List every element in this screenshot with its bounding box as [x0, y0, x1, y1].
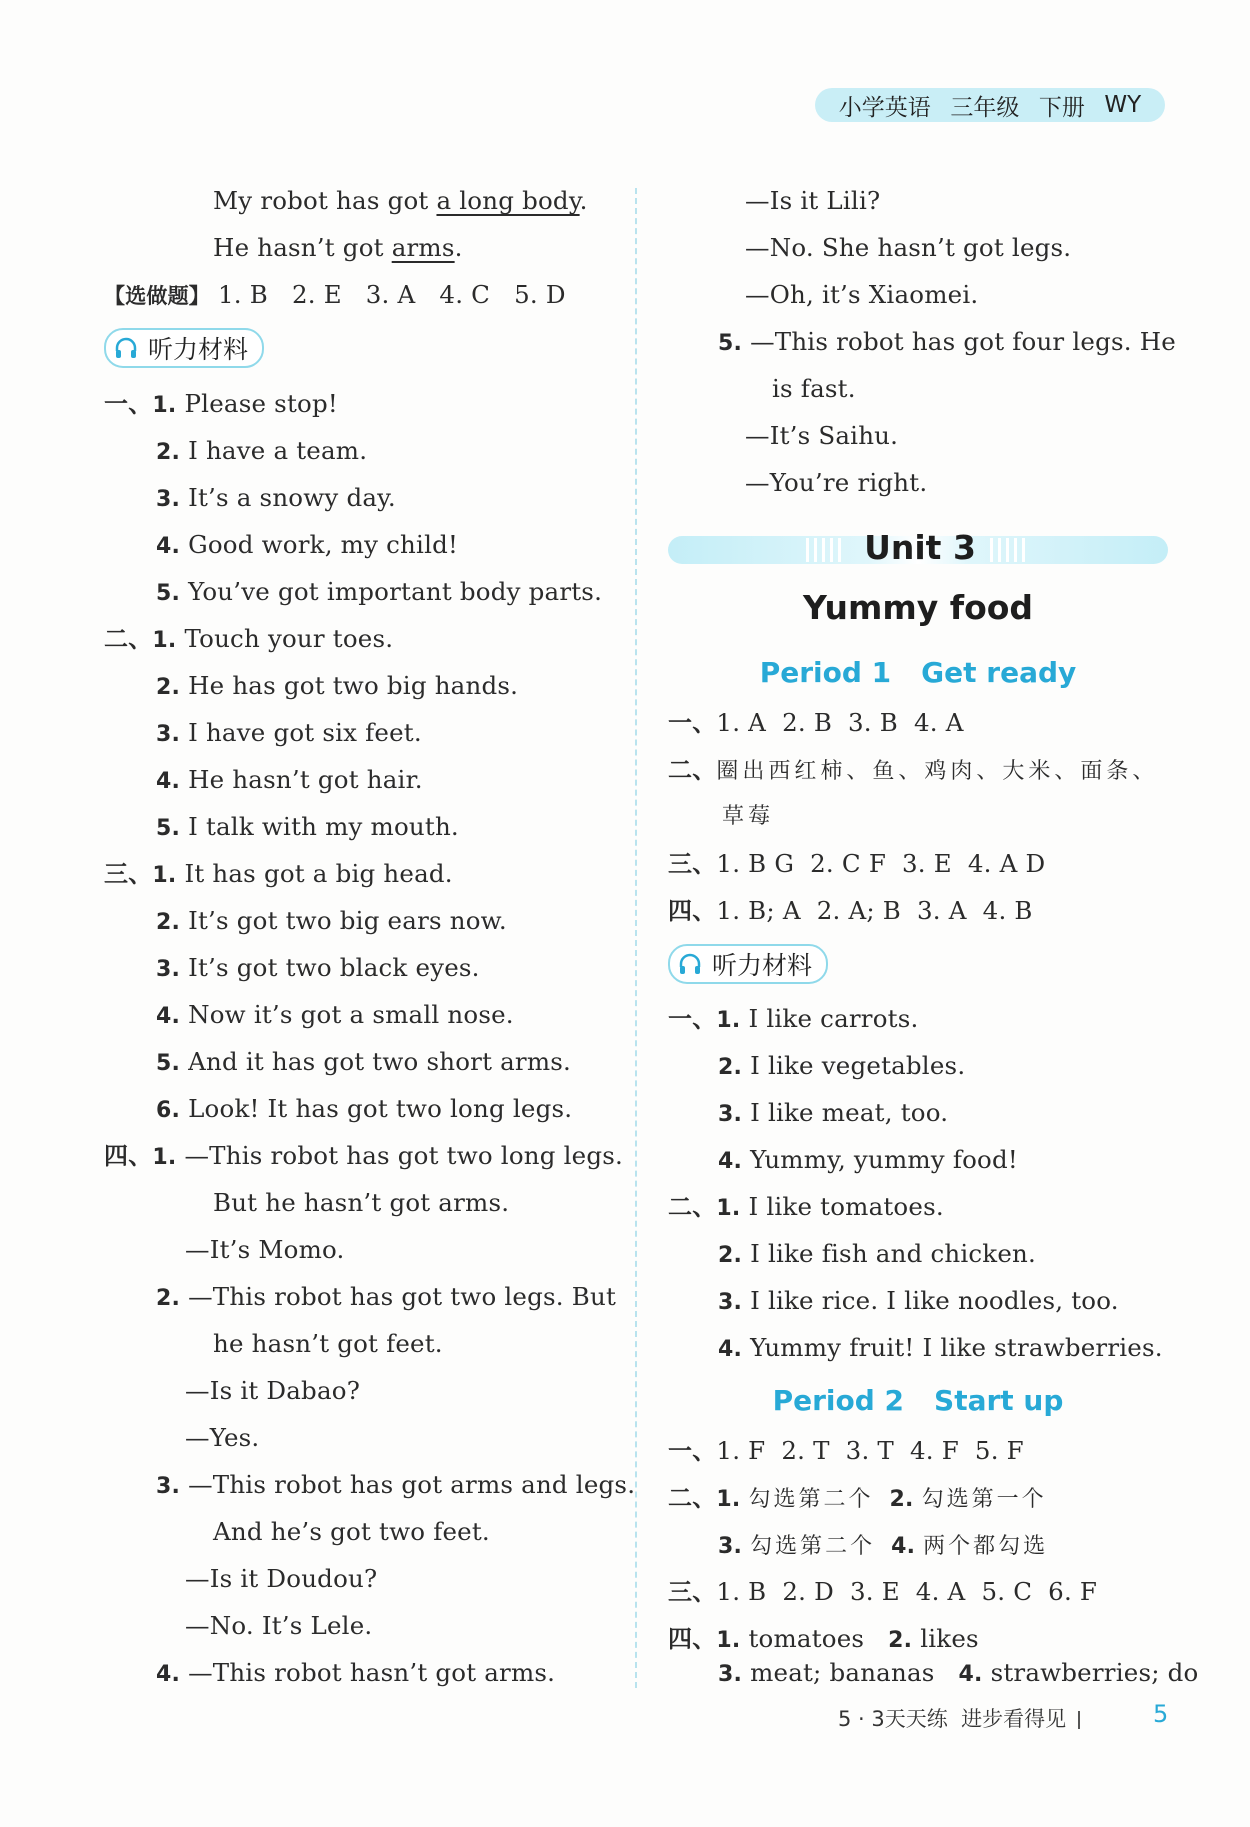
section-two-item: 5. I talk with my mouth.: [156, 812, 459, 841]
listening-material-heading: 听力材料: [668, 944, 828, 984]
section-four-line: —Is it Dabao?: [185, 1376, 361, 1405]
section-one-item: 4. Good work, my child!: [156, 530, 459, 559]
footer-brand: 5 · 3天天练: [838, 1707, 948, 1731]
section-three-item: 6. Look! It has got two long legs.: [156, 1094, 573, 1123]
section-four-line: And he’s got two feet.: [213, 1517, 490, 1546]
section-four-item: 2. —This robot has got two legs. But: [156, 1282, 616, 1311]
listening-item: 一、1. I like carrots.: [668, 1004, 919, 1033]
section-three-item: 4. Now it’s got a small nose.: [156, 1000, 514, 1029]
listening-material-heading: 听力材料: [104, 328, 264, 368]
answer-line: He hasn’t got arms.: [213, 233, 463, 262]
optional-answers: 【选做题】 1. B 2. E 3. A 4. C 5. D: [104, 280, 566, 309]
p1-section-one: 一、1. A 2. B 3. B 4. A: [668, 708, 964, 737]
header-badge: [815, 88, 1165, 122]
p2-section-two: 二、1. 勾选第二个 2. 勾选第一个: [668, 1484, 1047, 1512]
listening-item: 2. I like vegetables.: [718, 1051, 966, 1080]
section-three-item: 2. It’s got two big ears now.: [156, 906, 507, 935]
header-subject: 小学英语: [838, 94, 931, 121]
listening-item: 4. Yummy, yummy food!: [718, 1145, 1018, 1174]
dialogue-item: 5. —This robot has got four legs. He: [718, 327, 1176, 356]
listening-item: 4. Yummy fruit! I like strawberries.: [718, 1333, 1163, 1362]
listening-item: 3. I like meat, too.: [718, 1098, 949, 1127]
headphones-icon: [114, 336, 138, 360]
section-three-item: 三、1. It has got a big head.: [104, 859, 453, 888]
section-four-item: 3. —This robot has got arms and legs.: [156, 1470, 636, 1499]
header-edition: WY: [1104, 92, 1142, 118]
section-four-item: 4. —This robot hasn’t got arms.: [156, 1658, 556, 1687]
footer-separator: [1078, 1711, 1080, 1729]
dialogue-line: is fast.: [772, 374, 856, 403]
period-1-title: Period 1 Get ready: [759, 656, 1077, 689]
listening-item: 二、1. I like tomatoes.: [668, 1192, 944, 1221]
answer-line: My robot has got a long body.: [213, 186, 588, 215]
p2-section-three: 三、1. B 2. D 3. E 4. A 5. C 6. F: [668, 1577, 1098, 1606]
dialogue-line: —Is it Lili?: [745, 186, 881, 215]
p2-section-one: 一、1. F 2. T 3. T 4. F 5. F: [668, 1436, 1024, 1465]
section-four-line: —No. It’s Lele.: [185, 1611, 373, 1640]
listening-item: 3. I like rice. I like noodles, too.: [718, 1286, 1119, 1315]
section-two-item: 4. He hasn’t got hair.: [156, 765, 423, 794]
section-three-item: 3. It’s got two black eyes.: [156, 953, 480, 982]
p2-section-four-cont: 3. meat; bananas 4. strawberries; do: [718, 1658, 1199, 1687]
dialogue-line: —Oh, it’s Xiaomei.: [745, 280, 979, 309]
header-grade: 三年级: [950, 94, 1020, 121]
section-one-item: 3. It’s a snowy day.: [156, 483, 396, 512]
dialogue-line: —No. She hasn’t got legs.: [745, 233, 1072, 262]
p1-section-four: 四、1. B; A 2. A; B 3. A 4. B: [668, 896, 1033, 925]
footer-slogan: 进步看得见: [961, 1707, 1067, 1731]
unit-name: Yummy food: [802, 588, 1034, 627]
headphones-icon: [678, 952, 702, 976]
period-2-title: Period 2 Start up: [772, 1384, 1064, 1417]
p1-section-two: 二、圈出西红柿、鱼、鸡肉、大米、面条、: [668, 756, 1159, 784]
section-three-item: 5. And it has got two short arms.: [156, 1047, 572, 1076]
section-two-item: 二、1. Touch your toes.: [104, 624, 394, 653]
section-one-item: 2. I have a team.: [156, 436, 368, 465]
section-one-item: 5. You’ve got important body parts.: [156, 577, 603, 606]
listening-item: 2. I like fish and chicken.: [718, 1239, 1037, 1268]
section-four-line: he hasn’t got feet.: [213, 1329, 443, 1358]
section-four-line: But he hasn’t got arms.: [213, 1188, 510, 1217]
section-four-line: —Is it Doudou?: [185, 1564, 378, 1593]
column-divider: [635, 188, 637, 1688]
p1-section-two-cont: 草莓: [722, 804, 775, 829]
p1-section-three: 三、1. B G 2. C F 3. E 4. A D: [668, 849, 1046, 878]
section-four-line: —Yes.: [185, 1423, 260, 1452]
p2-section-two-cont: 3. 勾选第二个 4. 两个都勾选: [718, 1534, 1049, 1559]
footer: [838, 1703, 1092, 1733]
section-four-line: —It’s Momo.: [185, 1235, 345, 1264]
p2-section-four: 四、1. tomatoes 2. likes: [668, 1624, 979, 1653]
unit-title: Unit 3: [864, 528, 976, 567]
page-number: 5: [1153, 1700, 1169, 1728]
section-one-item: 一、1. Please stop!: [104, 389, 338, 418]
section-two-item: 3. I have got six feet.: [156, 718, 422, 747]
dialogue-line: —You’re right.: [745, 468, 928, 497]
section-four-item: 四、1. —This robot has got two long legs.: [104, 1141, 624, 1170]
section-two-item: 2. He has got two big hands.: [156, 671, 519, 700]
header-term: 下册: [1038, 94, 1085, 121]
dialogue-line: —It’s Saihu.: [745, 421, 899, 450]
